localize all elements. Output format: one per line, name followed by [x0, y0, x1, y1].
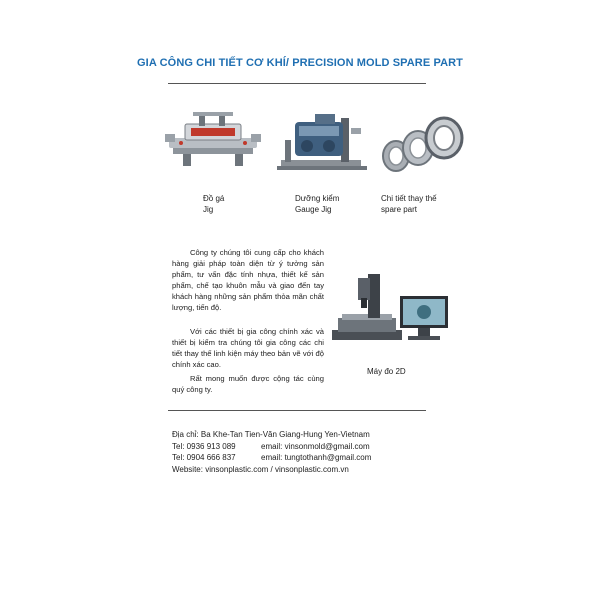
- email-1: email: vinsonmold@gmail.com: [261, 441, 370, 451]
- product-jig: [163, 104, 263, 215]
- measuring-machine-icon: [328, 268, 453, 358]
- gauge-jig-icon: [275, 104, 375, 184]
- page-title: GIA CÔNG CHI TIẾT CƠ KHÍ/ PRECISION MOLD SPARE PART: [137, 57, 463, 69]
- jig-fixture-icon: [163, 104, 263, 184]
- product-name-en: Gauge Jig: [295, 205, 332, 214]
- product-name: Dưỡng kiểm: [295, 194, 340, 203]
- closing-paragraph: Rất mong muốn được cộng tác cùng quý công ty.: [172, 374, 324, 394]
- product-name-en: Jig: [203, 205, 214, 214]
- product-spare-part: [370, 104, 470, 215]
- email-2: email: tungtothanh@gmail.com: [261, 453, 372, 463]
- product-name: Chi tiết thay thế: [381, 194, 437, 203]
- website: Website: vinsonplastic.com / vinsonplastic.com.vn: [172, 464, 349, 474]
- contact-block: [172, 429, 371, 475]
- product-gauge-jig: [275, 104, 375, 215]
- bottom-divider: [168, 410, 426, 411]
- product-name: Đồ gá: [203, 194, 225, 203]
- top-divider: [168, 83, 426, 84]
- product-name-en: spare part: [381, 205, 418, 214]
- phone-1: Tel: 0936 913 089: [172, 441, 236, 451]
- address: Địa chỉ: Ba Khe-Tan Tien-Văn Giang-Hung Yen-Vietnam: [172, 430, 370, 439]
- capability-paragraph: Với các thiết bị gia công chính xác và thiết bị kiểm tra chúng tôi gia công các chi tiết thay thế linh kiện máy theo bản vẽ với độ chính xác cao.: [172, 327, 324, 369]
- intro-paragraph: Công ty chúng tôi cung cấp cho khách hàng giải pháp toàn diện từ ý tưởng sản phẩm, tư vấn đặc tính nhựa, thiết kế sản phẩm, chế tạo khuôn mẫu và giao đến tay khách hàng những sản phẩm thỏa mãn chất lượng, tiến độ.: [172, 248, 324, 312]
- bearing-rings-icon: [370, 104, 470, 184]
- phone-2: Tel: 0904 666 837: [172, 453, 236, 463]
- machine-caption: Máy đo 2D: [367, 367, 406, 376]
